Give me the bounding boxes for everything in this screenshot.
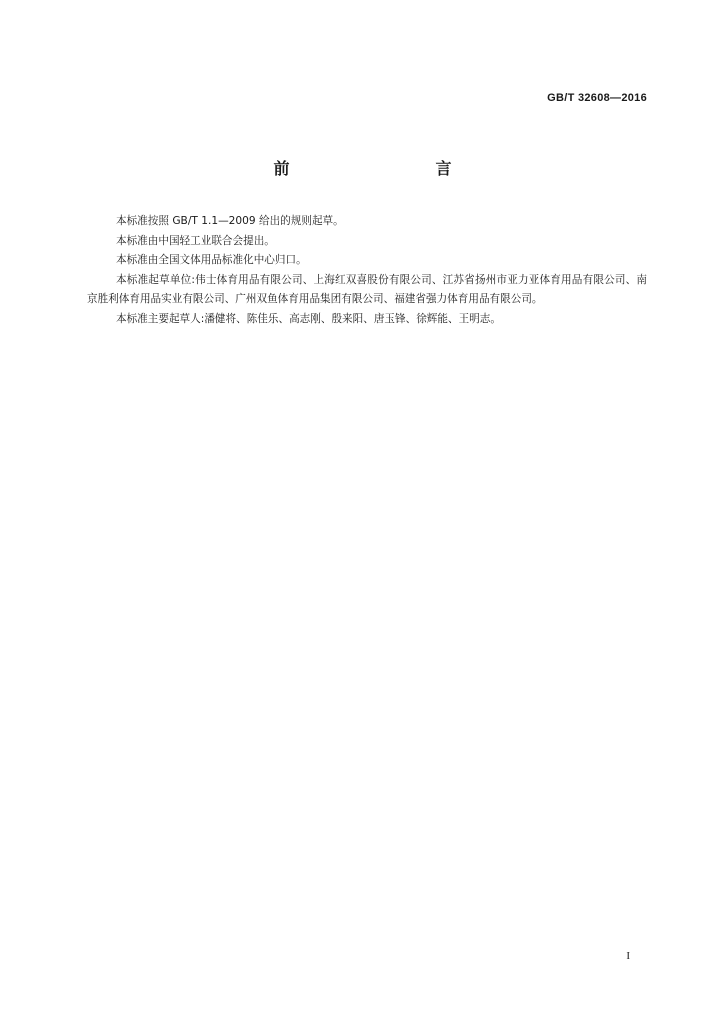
paragraph-drafting-units: 本标准起草单位:伟士体育用品有限公司、上海红双喜股份有限公司、江苏省扬州市亚力亚体育用品有限公司、南京胜利体育用品实业有限公司、广州双鱼体育用品集团有限公司、福建省强力体育用品有限公司。 — [87, 273, 647, 306]
page-title: 前 言 — [273, 159, 490, 178]
page-number: I — [626, 950, 630, 962]
standard-code: GB/T 32608—2016 — [547, 92, 647, 104]
paragraph-drafters: 本标准主要起草人:潘健将、陈佳乐、高志刚、殷来阳、唐玉锋、徐辉能、王明志。 — [116, 312, 501, 325]
paragraph-proposer: 本标准由中国轻工业联合会提出。 — [116, 234, 275, 247]
paragraph-administrator: 本标准由全国文体用品标准化中心归口。 — [116, 254, 307, 267]
foreword-body — [87, 212, 647, 330]
paragraph-drafting-rules: 本标准按照 GB/T 1.1—2009 给出的规则起草。 — [116, 215, 344, 227]
